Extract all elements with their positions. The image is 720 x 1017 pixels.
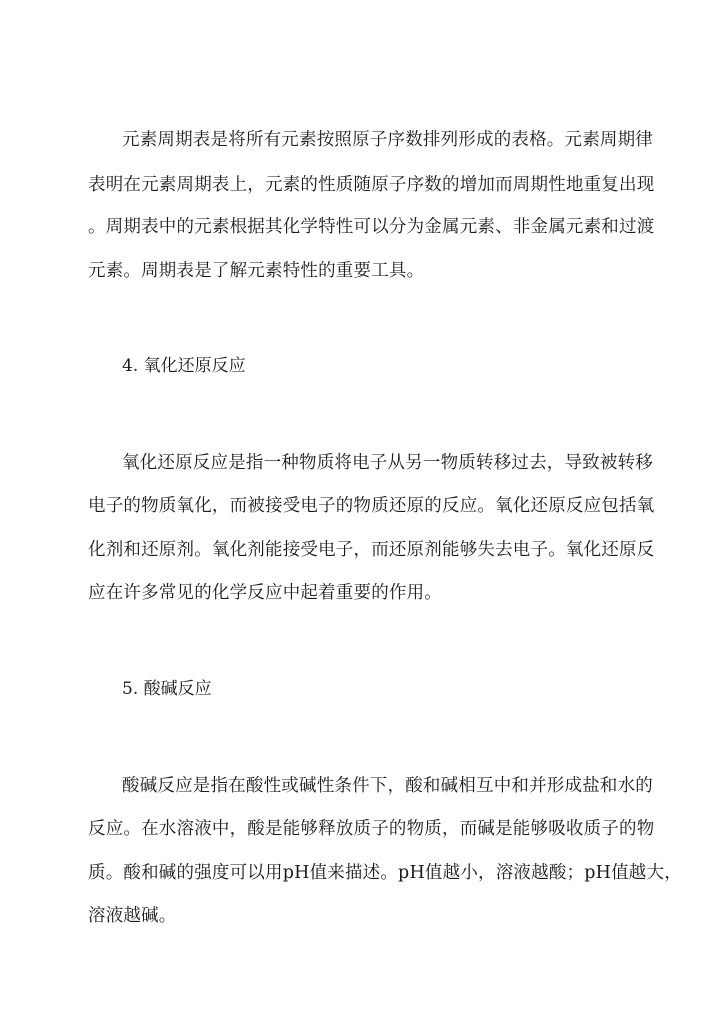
periodic-table-paragraph-line-2: 表明在元素周期表上，元素的性质随原子序数的增加而周期性地重复出现 [88, 175, 655, 195]
section-heading-acid-base: 5. 酸碱反应 [122, 679, 212, 699]
redox-paragraph-line-2: 电子的物质氧化，而被接受电子的物质还原的反应。氧化还原反应包括氧 [88, 496, 655, 516]
section-heading-redox: 4. 氧化还原反应 [122, 356, 246, 376]
acid-base-paragraph-line-2: 反应。在水溶液中，酸是能够释放质子的物质，而碱是能够吸收质子的物 [88, 819, 655, 839]
acid-base-paragraph-line-1: 酸碱反应是指在酸性或碱性条件下，酸和碱相互中和并形成盐和水的 [122, 776, 653, 796]
redox-paragraph-line-3: 化剂和还原剂。氧化剂能接受电子，而还原剂能够失去电子。氧化还原反 [88, 540, 655, 560]
acid-base-paragraph-line-3: 质。酸和碱的强度可以用pH值来描述。pH值越小，溶液越酸；pH值越大， [88, 863, 682, 883]
periodic-table-paragraph-line-3: 。周期表中的元素根据其化学特性可以分为金属元素、非金属元素和过渡 [88, 217, 655, 237]
acid-base-paragraph-line-4: 溶液越碱。 [88, 906, 177, 926]
redox-paragraph-line-4: 应在许多常见的化学反应中起着重要的作用。 [88, 583, 442, 603]
redox-paragraph-line-1: 氧化还原反应是指一种物质将电子从另一物质转移过去，导致被转移 [122, 453, 653, 473]
periodic-table-paragraph-line-4: 元素。周期表是了解元素特性的重要工具。 [88, 261, 425, 281]
periodic-table-paragraph-line-1: 元素周期表是将所有元素按照原子序数排列形成的表格。元素周期律 [122, 130, 653, 150]
